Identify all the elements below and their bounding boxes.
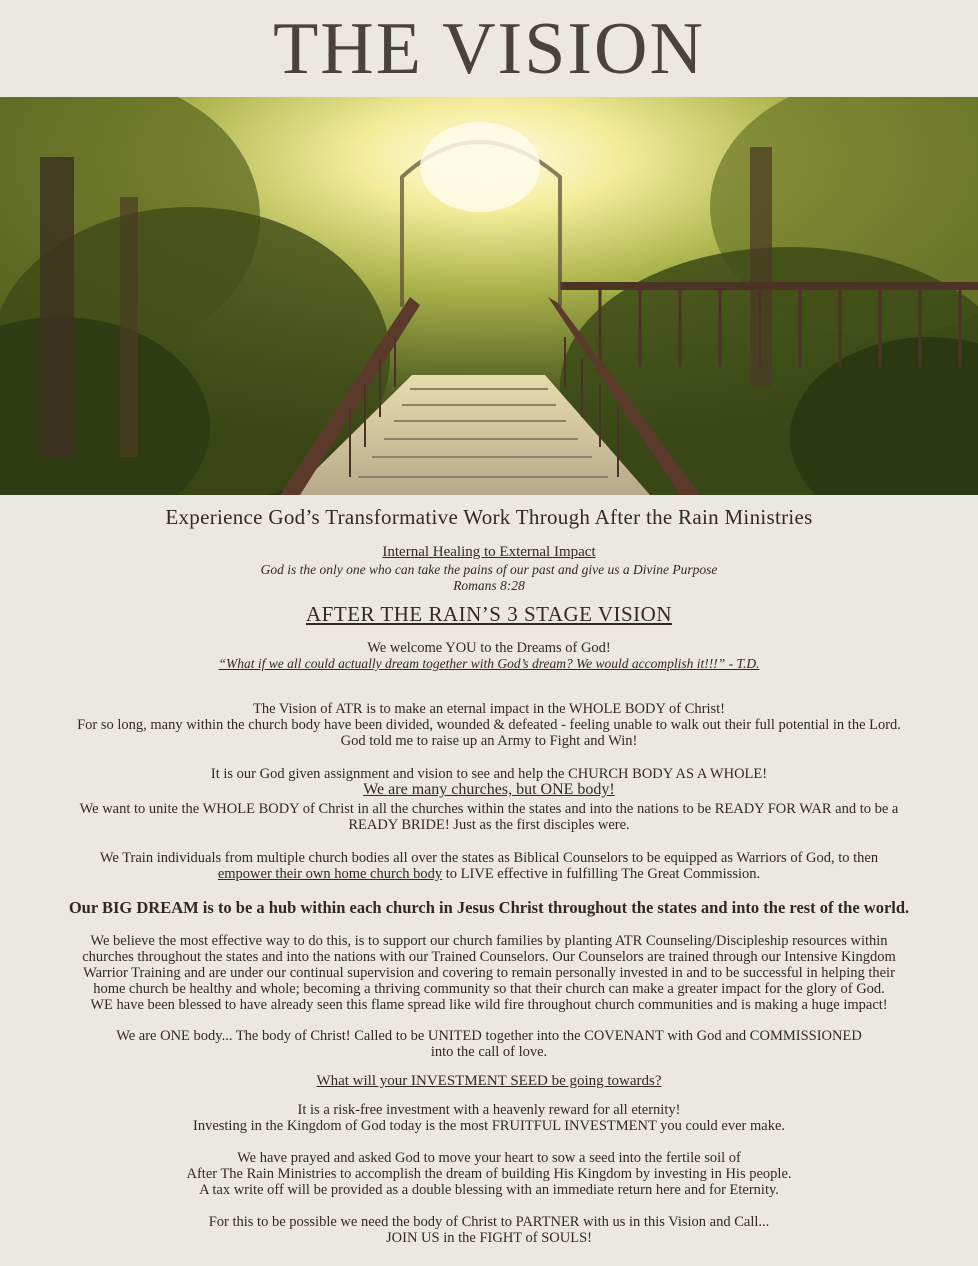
healing-verse: Romans 8:28 bbox=[453, 578, 525, 593]
assignment-line-4: READY BRIDE! Just as the first disciples were. bbox=[348, 817, 630, 833]
big-dream: Our BIG DREAM is to be a hub within each church in Jesus Christ throughout the states and into the rest of the world. bbox=[68, 898, 910, 917]
train-line-2-rest: to LIVE effective in fulfilling The Great Commission. bbox=[442, 866, 761, 882]
train-line-2 bbox=[0, 866, 978, 882]
one-body-line-2: into the call of love. bbox=[430, 1044, 548, 1060]
assignment-line-2: We are many churches, but ONE body! bbox=[363, 781, 615, 798]
investment-line-1: It is a risk-free investment with a heavenly reward for all eternity! bbox=[297, 1102, 681, 1118]
vision-line-3: God told me to raise up an Army to Fight and Win! bbox=[340, 733, 638, 749]
one-body-line-1: We are ONE body... The body of Christ! Called to be UNITED together into the COVENANT with God and COMMISSIONED bbox=[116, 1028, 862, 1044]
vision-line-1: The Vision of ATR is to make an eternal impact in the WHOLE BODY of Christ! bbox=[252, 701, 726, 717]
believe-line-4: home church be healthy and whole; becoming a thriving community so that their church can make a greater impact for the glory of God. bbox=[93, 981, 885, 997]
page-title: THE VISION bbox=[273, 8, 705, 90]
partner-line-1: For this to be possible we need the body of Christ to PARTNER with us in this Vision and Call... bbox=[208, 1214, 770, 1230]
stage-vision-heading: AFTER THE RAIN’S 3 STAGE VISION bbox=[306, 602, 672, 626]
train-link-text: empower their own home church body bbox=[217, 866, 443, 882]
assignment-line-3: We want to unite the WHOLE BODY of Christ in all the churches within the states and into the nations to be READY FOR WAR and to be a bbox=[79, 801, 899, 817]
prayed-line-2: After The Rain Ministries to accomplish the dream of building His Kingdom by investing in His people. bbox=[186, 1166, 792, 1182]
prayed-line-1: We have prayed and asked God to move your heart to sow a seed into the fertile soil of bbox=[237, 1150, 741, 1166]
believe-line-3: Warrior Training and are under our continual supervision and covering to remain personally invested in and to be successful in helping their bbox=[83, 965, 895, 981]
train-line-1: We Train individuals from multiple church bodies all over the states as Biblical Counselors to be equipped as Warriors of God, to then bbox=[99, 850, 879, 866]
investment-line-2: Investing in the Kingdom of God today is the most FRUITFUL INVESTMENT you could ever make. bbox=[192, 1118, 785, 1134]
healing-heading: Internal Healing to External Impact bbox=[382, 544, 596, 560]
welcome-line: We welcome YOU to the Dreams of God! bbox=[367, 640, 611, 656]
believe-line-1: We believe the most effective way to do this, is to support our church families by planting ATR Counseling/Discipleship resources within bbox=[90, 933, 888, 949]
subtitle: Experience God’s Transformative Work Through After the Rain Ministries bbox=[165, 505, 813, 529]
vision-line-2: For so long, many within the church body have been divided, wounded & defeated - feeling unable to walk out their full potential in the Lord. bbox=[77, 717, 901, 733]
welcome-quote: “What if we all could actually dream together with God’s dream? We would accomplish it!!!” - T.D. bbox=[218, 656, 760, 671]
believe-line-5: WE have been blessed to have already seen this flame spread like wild fire throughout church communities and is making a huge impact! bbox=[90, 997, 888, 1013]
healing-line: God is the only one who can take the pains of our past and give us a Divine Purpose bbox=[260, 562, 718, 577]
investment-heading: What will your INVESTMENT SEED be going towards? bbox=[316, 1073, 662, 1089]
believe-line-2: churches throughout the states and into the nations with our Trained Counselors. Our Counselors are trained through our Intensive Kingdom bbox=[82, 949, 896, 965]
prayed-line-3: A tax write off will be provided as a double blessing with an immediate return here and for Eternity. bbox=[199, 1182, 779, 1198]
hero-image-garden-stairs bbox=[0, 97, 978, 495]
partner-line-2: JOIN US in the FIGHT of SOULS! bbox=[386, 1230, 592, 1246]
assignment-line-1: It is our God given assignment and vision to see and help the CHURCH BODY AS A WHOLE! bbox=[210, 766, 768, 782]
